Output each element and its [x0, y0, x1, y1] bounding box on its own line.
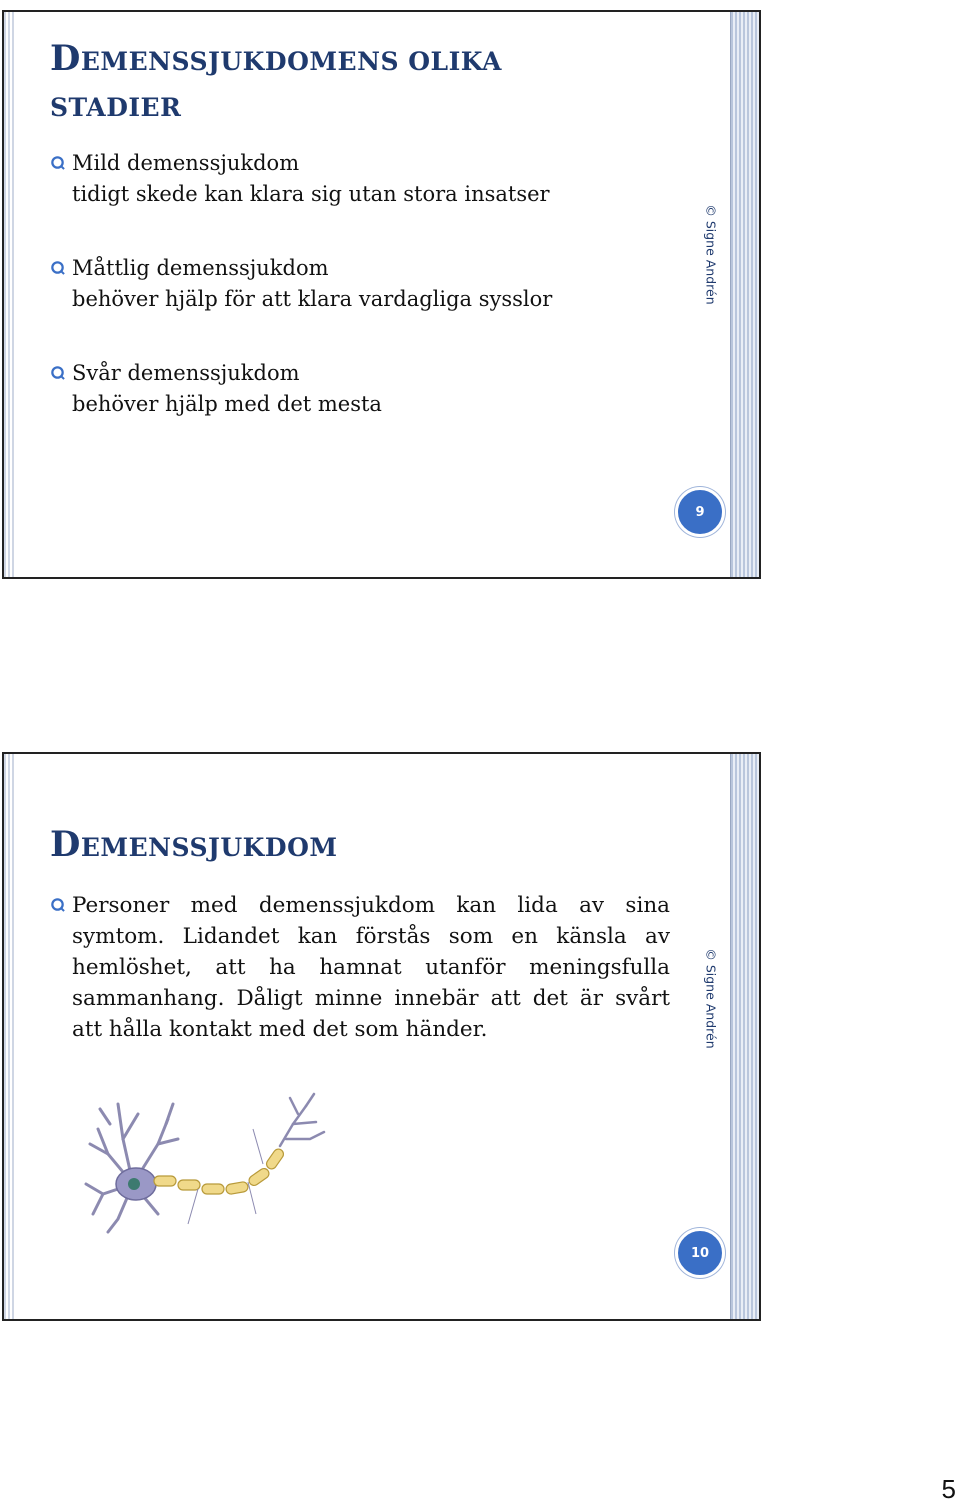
- ring-bullet-icon: [50, 365, 65, 380]
- slide-left-decor-strip: [4, 754, 14, 1319]
- title-line-1: EMENSSJUKDOMENS OLIKA: [80, 47, 502, 76]
- bullet-heading: Måttlig demenssjukdom: [72, 256, 329, 280]
- bullet-list: [50, 890, 670, 1045]
- copyright-label: [701, 203, 721, 305]
- title-line-2: STADIER: [50, 93, 182, 122]
- title-initial: D: [50, 38, 81, 79]
- bullet-item: [50, 148, 670, 210]
- copyright-text: © Signe Andrén: [703, 203, 719, 305]
- slide-right-decor-strip: [730, 754, 759, 1319]
- bullet-detail: behöver hjälp med det mesta: [72, 392, 382, 416]
- bullet-heading: Mild demenssjukdom: [72, 151, 300, 175]
- slide-page-number: 9: [675, 487, 725, 537]
- title-initial: D: [50, 824, 81, 865]
- bullet-heading: Svår demenssjukdom: [72, 361, 300, 385]
- ring-bullet-icon: [50, 260, 65, 275]
- bullet-detail: behöver hjälp för att klara vardagliga sysslor: [72, 287, 553, 311]
- sheet-page-number: 5: [941, 1474, 956, 1504]
- copyright-text: © Signe Andrén: [703, 947, 719, 1049]
- slide-10: [2, 752, 761, 1321]
- bullet-item: [50, 358, 670, 420]
- slide-title: [50, 36, 690, 131]
- slide-title: [50, 822, 690, 871]
- ring-bullet-icon: [50, 897, 65, 912]
- bullet-item: [50, 890, 670, 1045]
- bullet-paragraph: Personer med demenssjukdom kan lida av sina symtom. Lidandet kan förstås som en känsla av hemlöshet, att ha hamnat utanför meningsfulla sammanhang. Dåligt minne innebär att det är svårt att hålla kontakt med det som händer.: [72, 893, 670, 1042]
- slide-9: [2, 10, 761, 579]
- bullet-item: [50, 253, 670, 315]
- bullet-detail: tidigt skede kan klara sig utan stora insatser: [72, 182, 550, 206]
- slide-right-decor-strip: [730, 12, 759, 577]
- slide-page-number: 10: [675, 1228, 725, 1278]
- title-line-1: EMENSSJUKDOM: [80, 833, 338, 862]
- slide-left-decor-strip: [4, 12, 14, 577]
- bullet-list: [50, 148, 670, 463]
- neuron-illustration-icon: [78, 1084, 328, 1234]
- copyright-label: [701, 947, 721, 1049]
- ring-bullet-icon: [50, 155, 65, 170]
